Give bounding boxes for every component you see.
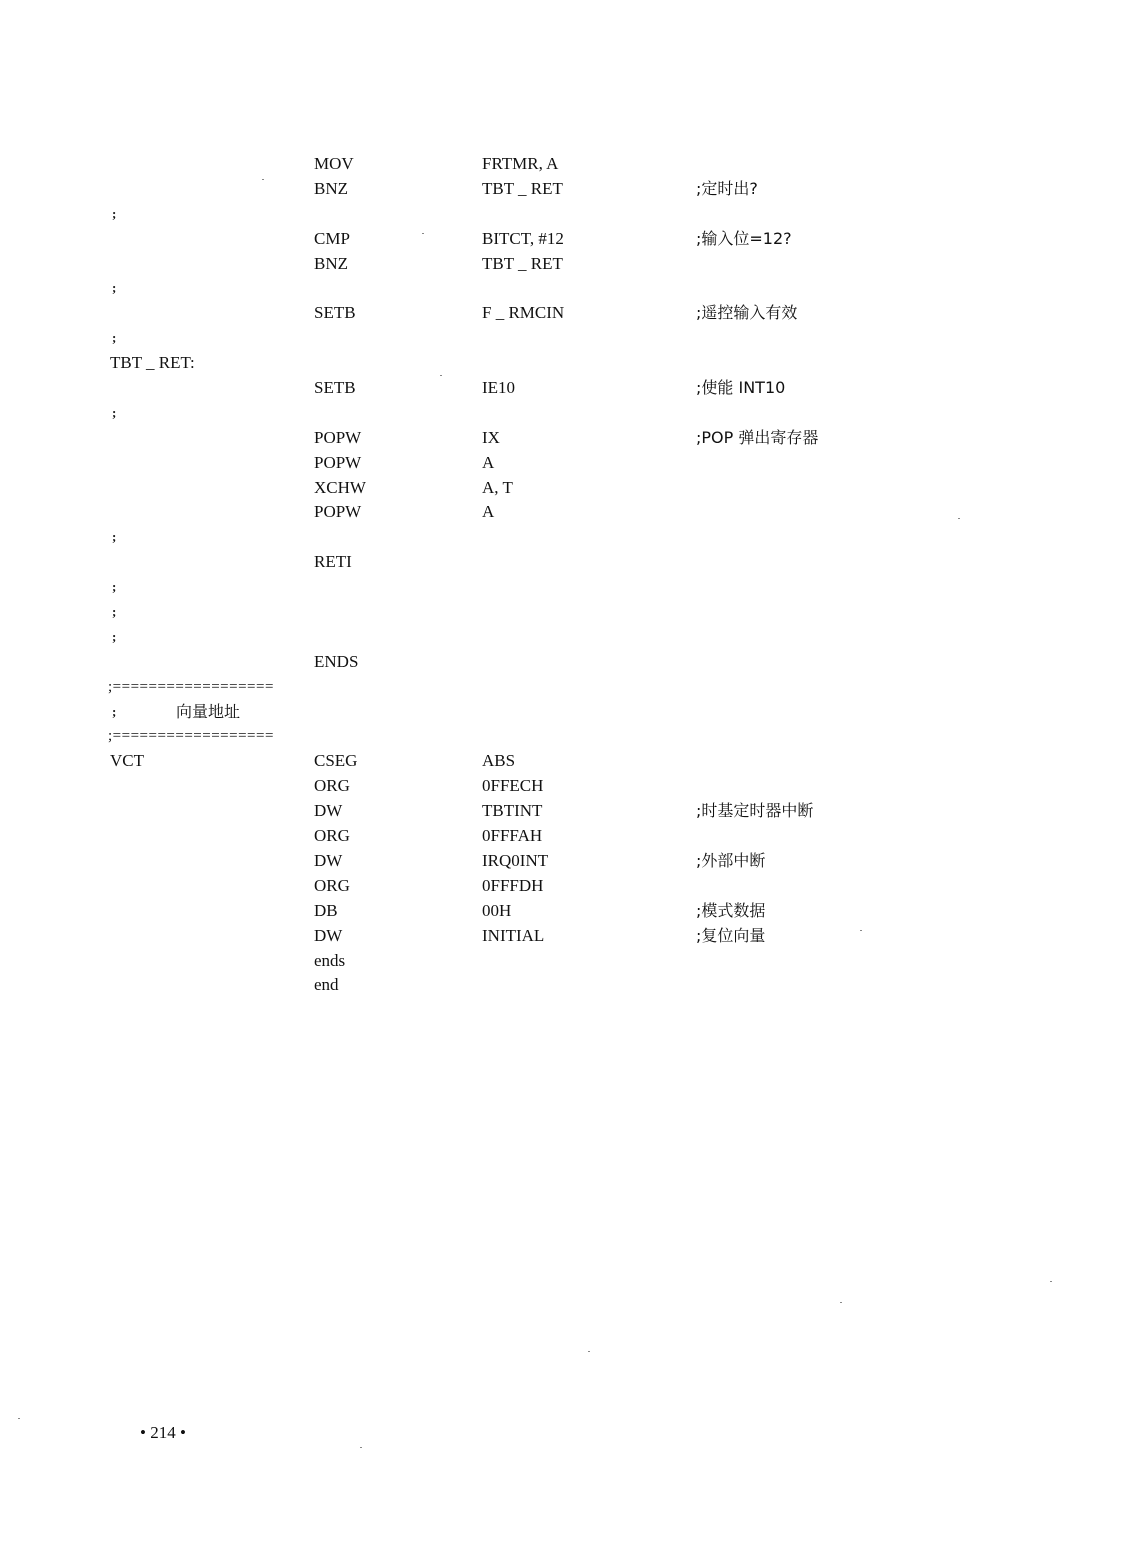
code-opcode: DW: [314, 925, 343, 945]
code-line: [0, 550, 1122, 575]
code-opcode: MOV: [314, 154, 354, 173]
code-comment: ;模式数据: [696, 900, 766, 920]
code-operand: 00H: [482, 900, 512, 920]
separator-line: [0, 675, 1122, 700]
code-opcode: POPW: [314, 452, 362, 472]
code-operand: 0FFECH: [482, 776, 544, 796]
code-line: [0, 799, 1122, 824]
code-operand: F _ RMCIN: [482, 303, 565, 323]
code-line: [0, 849, 1122, 874]
code-line: [0, 949, 1122, 974]
code-line: [0, 376, 1122, 401]
code-opcode: POPW: [314, 502, 362, 522]
scan-speck: [1050, 1281, 1052, 1282]
code-opcode: ENDS: [314, 651, 359, 671]
code-opcode: end: [314, 975, 339, 995]
code-opcode: BNZ: [314, 253, 348, 273]
separator-rule: ;==================: [108, 728, 274, 745]
code-operand: ABS: [482, 751, 516, 771]
code-comment: ;使能 INT10: [696, 378, 786, 398]
comment-marker: ;: [112, 529, 117, 545]
blank-comment-line: [0, 202, 1122, 227]
page-number: • 214 •: [140, 1423, 186, 1442]
code-opcode: POPW: [314, 427, 362, 447]
blank-comment-line: [0, 600, 1122, 625]
code-line: [0, 451, 1122, 476]
code-comment: ;输入位=12?: [696, 228, 792, 248]
code-comment: ;POP 弹出寄存器: [696, 427, 819, 447]
code-operand: FRTMR, A: [482, 154, 559, 173]
code-line: [0, 650, 1122, 675]
code-operand: A: [482, 452, 495, 472]
code-line: [0, 177, 1122, 202]
separator-rule: ;==================: [108, 678, 274, 695]
comment-marker: ;: [112, 703, 117, 719]
code-label: VCT: [110, 751, 144, 771]
code-comment: ;遥控输入有效: [696, 303, 798, 323]
scan-speck: [958, 518, 960, 519]
code-line: [0, 899, 1122, 924]
code-line: [0, 774, 1122, 799]
code-operand: A, T: [482, 477, 513, 497]
code-operand: A: [482, 502, 495, 522]
code-line: [0, 227, 1122, 252]
scan-speck: [860, 930, 862, 931]
code-line: [0, 301, 1122, 326]
code-line: [0, 351, 1122, 376]
scan-speck: [262, 179, 264, 180]
code-line: [0, 973, 1122, 998]
scan-speck: [840, 1302, 842, 1303]
scan-speck: [18, 1418, 20, 1419]
code-opcode: SETB: [314, 378, 356, 398]
code-operand: 0FFFAH: [482, 826, 543, 846]
code-line: [0, 152, 1122, 177]
code-opcode: DW: [314, 801, 343, 821]
code-label: TBT _ RET:: [110, 353, 195, 373]
section-header-line: [0, 700, 1122, 725]
comment-marker: ;: [112, 280, 117, 296]
comment-marker: ;: [112, 330, 117, 346]
code-operand: TBT _ RET: [482, 178, 563, 198]
code-comment: ;定时出?: [696, 178, 758, 198]
code-line: [0, 500, 1122, 525]
code-opcode: ORG: [314, 776, 350, 796]
code-operand: INITIAL: [482, 925, 545, 945]
code-comment: ;外部中断: [696, 850, 766, 870]
code-line: [0, 426, 1122, 451]
code-opcode: DB: [314, 900, 338, 920]
code-opcode: CSEG: [314, 751, 358, 771]
code-opcode: SETB: [314, 303, 356, 323]
code-opcode: ORG: [314, 875, 350, 895]
code-line: [0, 924, 1122, 949]
blank-comment-line: [0, 575, 1122, 600]
comment-marker: ;: [112, 628, 117, 644]
code-operand: 0FFFDH: [482, 875, 544, 895]
blank-comment-line: [0, 276, 1122, 301]
scan-speck: [422, 233, 424, 234]
code-comment: ;复位向量: [696, 925, 766, 945]
code-line: [0, 476, 1122, 501]
comment-marker: ;: [112, 604, 117, 620]
code-opcode: ends: [314, 950, 346, 970]
code-operand: IX: [482, 427, 500, 447]
code-comment: ;时基定时器中断: [696, 801, 814, 821]
blank-comment-line: [0, 326, 1122, 351]
code-line: [0, 749, 1122, 774]
code-operand: TBT _ RET: [482, 253, 563, 273]
scan-speck: [588, 1351, 590, 1352]
blank-comment-line: [0, 401, 1122, 426]
comment-marker: ;: [112, 579, 117, 595]
code-opcode: ORG: [314, 826, 350, 846]
code-line: [0, 824, 1122, 849]
scan-speck: [440, 375, 442, 376]
blank-comment-line: [0, 625, 1122, 650]
separator-line: [0, 724, 1122, 749]
code-operand: IRQ0INT: [482, 850, 549, 870]
blank-comment-line: [0, 525, 1122, 550]
code-operand: BITCT, #12: [482, 228, 564, 248]
comment-marker: ;: [112, 404, 117, 420]
code-line: [0, 874, 1122, 899]
code-opcode: XCHW: [314, 477, 366, 497]
assembly-listing: [0, 152, 1122, 998]
scan-speck: [360, 1447, 362, 1448]
comment-marker: ;: [112, 205, 117, 221]
code-operand: TBTINT: [482, 801, 543, 821]
code-line: [0, 252, 1122, 277]
code-opcode: CMP: [314, 228, 350, 248]
code-opcode: DW: [314, 850, 343, 870]
code-opcode: BNZ: [314, 178, 348, 198]
code-opcode: RETI: [314, 552, 352, 572]
section-header: 向量地址: [176, 701, 241, 721]
code-operand: IE10: [482, 378, 516, 398]
